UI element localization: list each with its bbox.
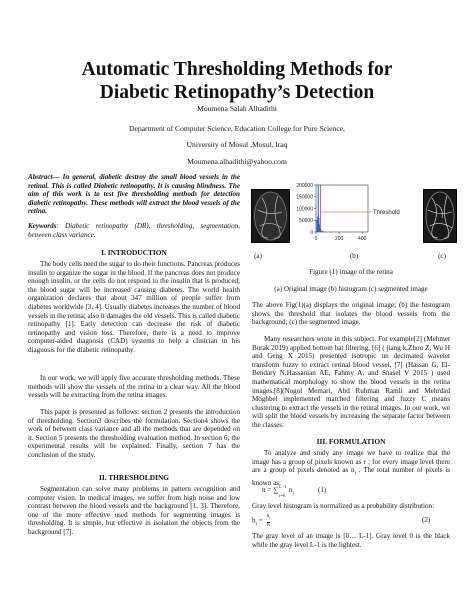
abstract-text: — In general, diabetic destroy the small blood vessels in the retinal. This is called Diabetic retinopathy. It is causing blindness. The aim of this work is to test five thresholding methods for detection diabetic retinopathy. These methods will extract the blood vessels of the retina.: [28, 173, 240, 216]
title-line-1: Automatic Thresholding Methods for: [81, 59, 393, 80]
x-tick-label: 400: [358, 236, 367, 242]
paper-title: [0, 58, 474, 104]
eq1-lhs: n =: [262, 486, 272, 494]
eq1-lower-limit: i=0: [279, 493, 286, 498]
retina-vessel-drawing-c: [424, 190, 456, 242]
author-email: Moumena.alhadithi@yahoo.com: [187, 157, 287, 166]
author-name: Moumena Salah Alhadithi: [197, 104, 277, 113]
plot-frame: [316, 185, 368, 232]
formulation-text-1: To analyze and study any image we have to realize that the image has a group of pixels known as r ; for every image level there are a group of pixels denoted as n: [252, 449, 450, 475]
x-tick-label: 0: [314, 236, 318, 242]
y-tick-label: 50000: [299, 218, 313, 225]
equation-2: [252, 514, 312, 530]
eq2-denominator: n: [266, 521, 270, 528]
histogram-bar: [323, 231, 324, 232]
y-tick-label: 100000: [296, 206, 313, 213]
formulation-text-1-end: . The total number of pixels is known as:: [252, 466, 450, 488]
abstract-label: Abstract: [28, 173, 53, 181]
eq2-numerator-subscript: i: [269, 516, 271, 521]
related-work-paragraph: Many researchers wrote in this subject. For example[2] (Mehmet Burak 2019) applied bottom hat filtering, [6] ( jiang k,Zhou Z, Wu H and Geng X 2015) presented isotropic un decimated wavelet transform fuzzy to extract retinal blood vessel, [7] (Hassan G, El-Bendary N,Hassanian AE, Fahmy A, and Snasel V 2015 ) used mathematical morphology to show the blood vessels in the retina images.[8](Nogol Memari, Abd Ruhman Ramli and Mehrdad Moghbel implemented matched filtering and fuzzy C means clustering to extract the vessels in the retinal images. In our work, we will split the blood vessels by increasing the separate factor between the classes.: [252, 335, 450, 429]
figure-label-a: (a): [254, 252, 262, 260]
keywords-text: : Diabetic retinopathy (DR), thresholding, segmentation, between class variance.: [28, 222, 240, 239]
affiliation-line-1: Department of Computer Science, Education College for Pure Science,: [129, 124, 345, 133]
histogram-chart: [292, 180, 420, 242]
histogram-bar: [322, 231, 323, 232]
figure-label-c: (c): [438, 252, 446, 260]
retina-vessel-drawing-a: [252, 190, 289, 242]
eq1-sum-symbol: ∑: [273, 486, 279, 494]
formulation-paragraph-3: The gray level of an image is [0… L-1]. Gray level 0 is the black while the gray level L-1 is the lightest.: [252, 532, 450, 549]
eq1-summation: [273, 484, 287, 498]
intro-paragraph-3: This paper is presented as follows: section 2 presents the introduction of thresholding. Section3 describes the formulation. Section4 shows the work of between class variance and all the methods that are depended on it. Section 5 presents the thresholding evaluation method. In section 6, the experimental results will be explained. Finally, section 7 has the conclusion of the study.: [28, 408, 240, 459]
equation-1-number: (1): [318, 486, 327, 494]
title-line-2: Diabetic Retinopathy’s Detection: [99, 82, 375, 103]
y-tick-label: 0: [310, 229, 313, 236]
eq1-term: n: [288, 486, 293, 494]
eq1-term-subscript: i: [292, 491, 294, 497]
intro-paragraph-2: In our work, we will apply five accurate thresholding methods. These methods will show the vessels of the retina in a clear way. All the blood vessels will be extracting from the retina images.: [28, 374, 240, 400]
intro-paragraph-1: The body cells need the sugar to do their functions. Pancreas produces insulin to organize the sugar in the blood. If the pancreas does not produce enough insulin, or the cells do not respond to the insulin that is produced; the blood sugar will be increased causing diabetes. The world health organization declares that about 347 million of people suffer from diabetes worldwide [3, 4]. Usually diabetes increases the number of blood vessels in the retina; also it damages the old vessels. This is called diabetic retinopathy [1]. Early detection can decrease the risk of diabetic retinopathy and vision loss. Therefore, there is a need to improve computer-aided diagnosis (CAD) systems to help a clinician in his diagnosis for the diabetic retinopathy.: [28, 260, 240, 354]
keywords-label: Keywords: [28, 222, 57, 230]
keywords: [28, 222, 240, 239]
affiliation-line-2: University of Mosul ,Mosul, Iraq: [186, 140, 288, 149]
threshold-label: Threshold: [373, 210, 400, 216]
equation-2-number: (2): [422, 516, 431, 524]
figure-description: The above Fig(1)(a) displays the original image; (b) the histogram shows the threshold that isolates the blood vessels from the background; (c) the segmented image.: [252, 301, 450, 327]
eq2-numerator-text: n: [266, 513, 270, 519]
equation-1: [262, 486, 432, 498]
y-tick-label: 150000: [296, 194, 313, 201]
eq2-lhs: h: [252, 516, 256, 525]
eq2-equals: =: [256, 516, 263, 525]
segmented-retina-image: [423, 189, 457, 243]
formulation-paragraph-2: Gray level histogram is normalized as a probability distribution:: [252, 502, 435, 510]
figure-label-b: (b): [349, 252, 359, 260]
eq1-upper-limit: L−1: [279, 484, 287, 489]
formulation-subscript: i: [354, 471, 356, 477]
figure-subcaption: (a) Original image (b) histogram (c) segmented image: [274, 285, 428, 293]
section-1-heading: I. INTRODUCTION: [101, 248, 167, 257]
section-3-heading: III. FORMULATION: [316, 437, 386, 446]
thresholding-paragraph-1: Segmentation can solve many problems in pattern recognition and computer vision. In medical images, we suffer from high noise and low contrast between the blood vessels and the background [1, 3]. Therefore, one of the more effective used methods for segmenting images is thresholding. It is simple, but effective in isolation the objects from the background [7].: [28, 485, 240, 536]
eq2-lhs-subscript: i: [255, 522, 257, 528]
x-tick-label: 200: [334, 236, 344, 242]
eq2-fraction: [267, 514, 271, 528]
figure-caption: Figure (1) image of the retina: [309, 268, 393, 276]
y-tick-label: 200000: [296, 182, 313, 189]
abstract: [28, 173, 240, 216]
original-retina-image: [251, 189, 290, 243]
section-2-heading: II. THRESHOLDING: [98, 473, 170, 482]
histogram-panel: [292, 180, 420, 242]
